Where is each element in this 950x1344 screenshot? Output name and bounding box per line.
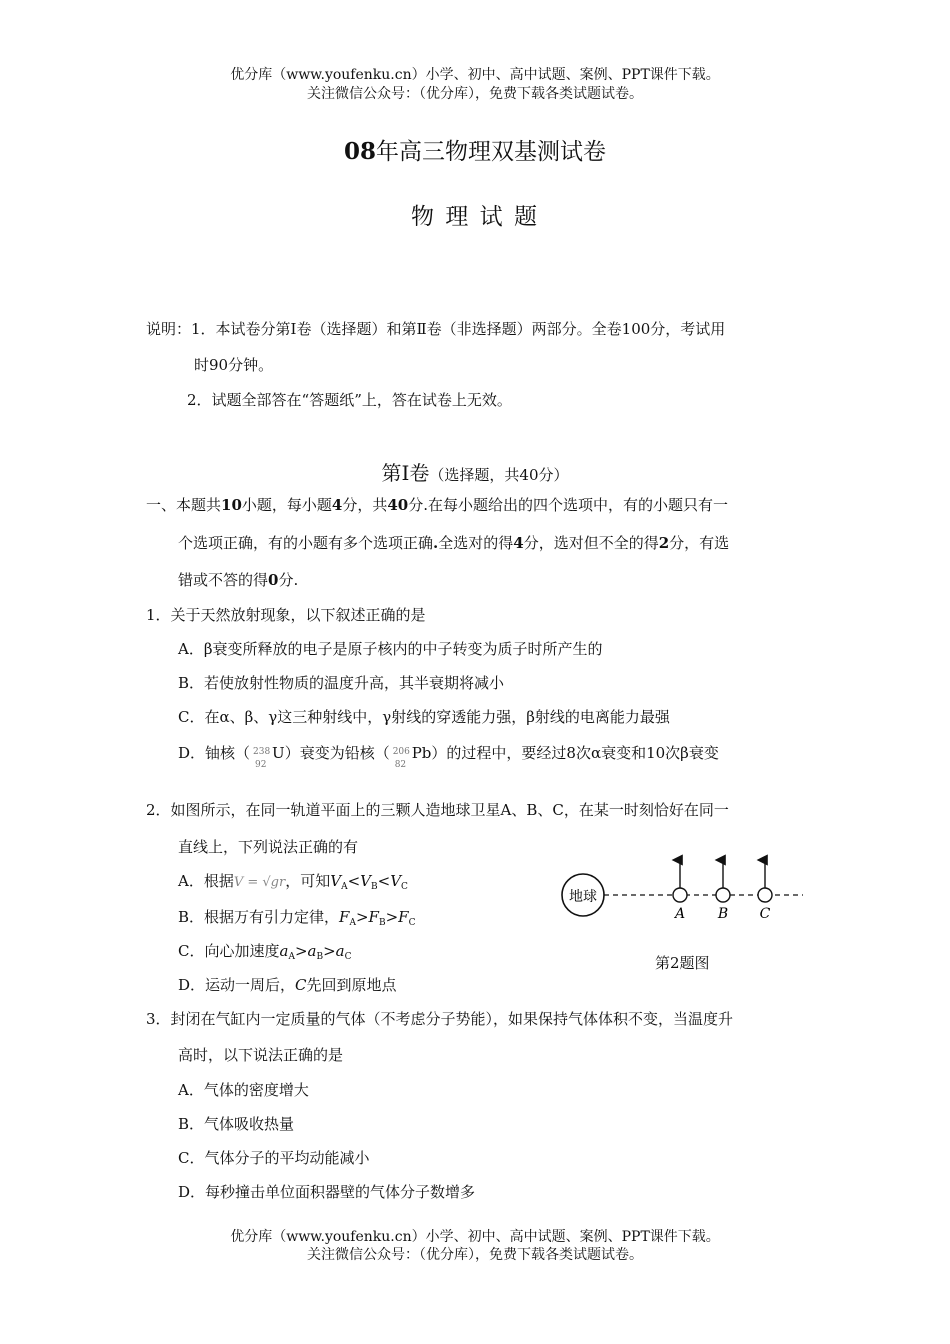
instruction-line-1: 一、本题共10小题，每小题4分，共40分.在每小题给出的四个选项中，有的小题只有一 — [146, 496, 729, 514]
label-c: C — [759, 906, 771, 922]
title-text: 年高三物理双基测试卷 — [376, 139, 606, 165]
q1-option-c: C．在α、β、γ这三种射线中，γ射线的穿透能力强，β射线的电离能力最强 — [178, 708, 670, 726]
note-1a: 说明：1．本试卷分第Ⅰ卷（选择题）和第Ⅱ卷（非选择题）两部分。全卷100分，考试用 — [146, 320, 726, 338]
q3-option-c: C．气体分子的平均动能减小 — [178, 1149, 370, 1167]
satellite-c — [758, 888, 772, 902]
q1-stem: 1．关于天然放射现象，以下叙述正确的是 — [146, 606, 426, 624]
q1-option-a: A．β衰变所释放的电子是原子核内的中子转变为质子时所产生的 — [178, 640, 603, 658]
q2-option-b: B．根据万有引力定律，$F_A>F_B>F_C$ — [178, 908, 416, 928]
section-title: 第Ⅰ卷 — [381, 461, 430, 485]
note-1b: 时90分钟。 — [194, 356, 274, 374]
uranium-isotope: 238 92 — [253, 747, 271, 770]
section-heading — [0, 457, 950, 486]
satellite-a — [673, 888, 687, 902]
satellite-figure — [555, 852, 810, 924]
q2-option-a: A．根据V = √gr，可知$V_A<V_B<V_C$ — [178, 872, 408, 892]
header-ad-line-2: 关注微信公众号：（优分库），免费下载各类试题试卷。 — [307, 86, 643, 102]
footer-ad-line-1: 优分库（www.youfenku.cn）小学、初中、高中试题、案例、PPT课件下载。 — [230, 1229, 720, 1245]
q2-stem-2: 直线上，下列说法正确的有 — [178, 838, 359, 856]
page-subtitle: 物 理 试 题 — [411, 204, 539, 230]
instruction-line-3: 错或不答的得0分. — [178, 571, 299, 589]
section-note: （选择题，共40分） — [429, 466, 569, 484]
q3-stem-1: 3．封闭在气缸内一定质量的气体（不考虑分子势能），如果保持气体体积不变，当温度升 — [146, 1010, 734, 1028]
footer-ad-line-2: 关注微信公众号：（优分库），免费下载各类试题试卷。 — [307, 1247, 643, 1263]
q2-stem-1: 2．如图所示，在同一轨道平面上的三颗人造地球卫星A、B、C，在某一时刻恰好在同一 — [146, 801, 729, 819]
q2-option-c: C．向心加速度$a_A>a_B>a_C$ — [178, 942, 352, 962]
label-b: B — [717, 906, 729, 922]
instruction-line-2: 个选项正确，有的小题有多个选项正确.全选对的得4分，选对但不全的得2分，有选 — [178, 534, 730, 552]
q3-stem-2: 高时，以下说法正确的是 — [178, 1046, 344, 1064]
q2-option-d: D．运动一周后，C先回到原地点 — [178, 976, 397, 994]
lead-isotope: 206 82 — [392, 747, 410, 770]
page-title — [0, 133, 950, 166]
satellite-b — [716, 888, 730, 902]
q1-option-d: D．铀核（ 238 92 U）衰变为铅核（ 206 82 Pb）的过程中，要经过8次α衰变和10次β衰变 — [178, 744, 719, 770]
earth-label: 地球 — [569, 889, 597, 905]
note-2: 2．试题全部答在“答题纸”上，答在试卷上无效。 — [187, 391, 512, 409]
q3-option-a: A．气体的密度增大 — [178, 1081, 309, 1099]
figure-caption: 第2题图 — [655, 954, 710, 972]
velocity-formula: V = √gr — [233, 875, 286, 890]
q1-option-b: B．若使放射性物质的温度升高，其半衰期将减小 — [178, 674, 505, 692]
title-year: 08 — [343, 138, 376, 165]
q3-option-d: D．每秒撞击单位面积器壁的气体分子数增多 — [178, 1183, 476, 1201]
q3-option-b: B．气体吸收热量 — [178, 1115, 295, 1133]
label-a: A — [674, 906, 686, 922]
header-ad-line-1: 优分库（www.youfenku.cn）小学、初中、高中试题、案例、PPT课件下载。 — [230, 67, 720, 83]
